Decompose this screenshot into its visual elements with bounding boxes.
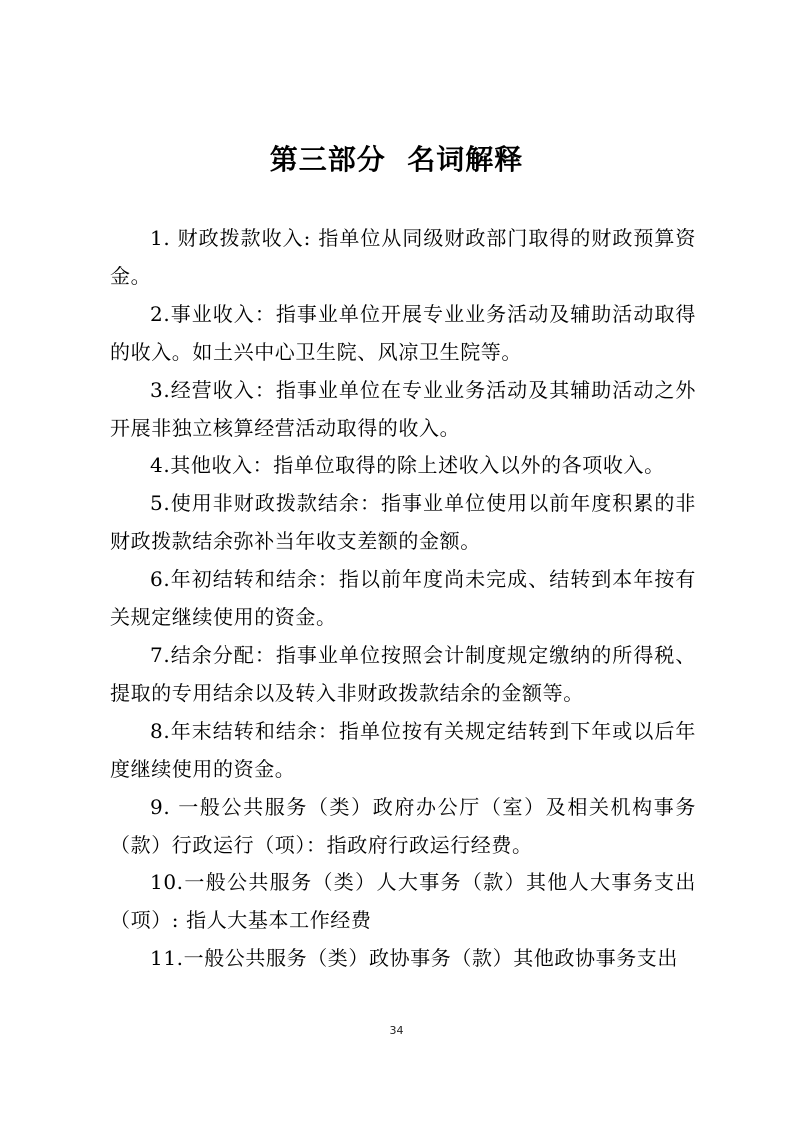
page-number: 34 <box>389 1024 404 1037</box>
document-body <box>110 220 696 978</box>
paragraph-4: 4.其他收入：指单位取得的除上述收入以外的各项收入。 <box>150 453 665 478</box>
paragraph-11: 11.一般公共服务（类）政协事务（款）其他政协事务支出 <box>150 946 679 971</box>
paragraph-5: 5.使用非财政拨款结余：指事业单位使用以前年度积累的非财政拨款结余弥补当年收支差额的金额。 <box>110 491 696 554</box>
paragraph-9: 9. 一般公共服务（类）政府办公厅（室）及相关机构事务（款）行政运行（项）：指政府行政运行经费。 <box>110 794 696 857</box>
paragraph-7: 7.结余分配：指事业单位按照会计制度规定缴纳的所得税、提取的专用结余以及转入非财政拨款结余的金额等。 <box>110 642 696 705</box>
paragraph-10: 10.一般公共服务（类）人大事务（款）其他人大事务支出（项）: 指人大基本工作经费 <box>110 870 696 933</box>
paragraph-1: 1. 财政拨款收入: 指单位从同级财政部门取得的财政预算资金。 <box>110 226 696 288</box>
paragraph-2: 2.事业收入：指事业单位开展专业业务活动及辅助活动取得的收入。如土兴中心卫生院、风凉卫生院等。 <box>110 301 696 364</box>
paragraph-3: 3.经营收入：指事业单位在专业业务活动及其辅助活动之外开展非独立核算经营活动取得的收入。 <box>110 377 696 440</box>
paragraph-8: 8.年末结转和结余：指单位按有关规定结转到下年或以后年度继续使用的资金。 <box>110 718 696 781</box>
paragraph-6: 6.年初结转和结余：指以前年度尚未完成、结转到本年按有关规定继续使用的资金。 <box>110 567 696 630</box>
page-title: 第三部分 名词解释 <box>269 143 524 176</box>
